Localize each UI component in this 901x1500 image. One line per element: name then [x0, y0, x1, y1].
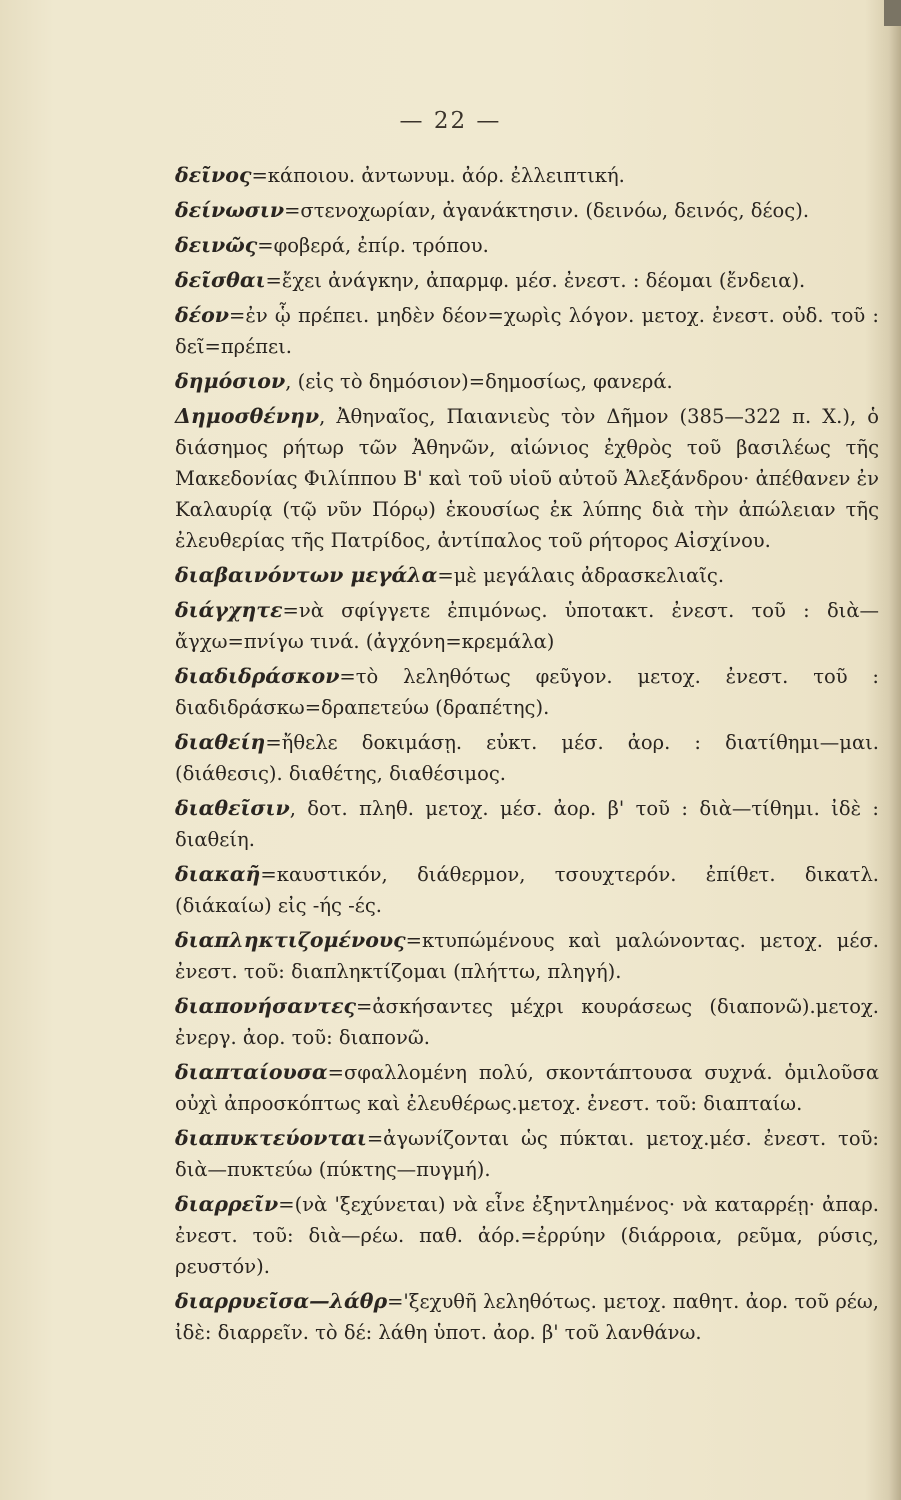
- dictionary-entry: [135, 366, 879, 397]
- dictionary-entry: [135, 160, 879, 191]
- entry-definition: =ἐν ᾧ πρέπει. μηδὲν δέον=χωρὶς λόγον. μετοχ. ἐνεστ. οὐδ. τοῦ : δεῖ=πρέπει.: [175, 304, 879, 358]
- entry-headword: διαρρυεῖσα—λάθρ: [175, 1289, 388, 1313]
- entry-headword: διαπταίουσα: [175, 1060, 328, 1084]
- entry-definition: =νὰ σφίγγετε ἐπιμόνως. ὑποτακτ. ἐνεστ. τοῦ : διὰ—ἄγχω=πνίγω τινά. (ἀγχόνη=κρεμάλα): [175, 599, 879, 653]
- dictionary-entry: [135, 265, 879, 296]
- dictionary-entry: [135, 1286, 879, 1348]
- entry-definition: =ἀσκήσαντες μέχρι κουράσεως (διαπονῶ).μετοχ. ἐνεργ. ἀορ. τοῦ: διαπονῶ.: [175, 995, 879, 1049]
- entry-definition: =στενοχωρίαν, ἀγανάκτησιν. (δεινόω, δεινός, δέος).: [284, 199, 810, 222]
- dictionary-entry: [135, 230, 879, 261]
- entry-headword: διαπληκτιζομένους: [175, 928, 406, 952]
- dictionary-entry: [135, 1057, 879, 1119]
- entry-headword: διαρρεῖν: [175, 1192, 279, 1216]
- entry-headword: δημόσιον: [175, 369, 286, 393]
- entry-headword: διαθείη: [175, 730, 266, 754]
- entry-definition: =(νὰ 'ξεχύνεται) νὰ εἶνε ἐξηντλημένος· νὰ καταρρέῃ· ἀπαρ. ἐνεστ. τοῦ: διὰ—ρέω. παθ. ἀόρ.=ἐρρύην (διάρροια, ρεῦμα, ρύσις, ρευστόν).: [175, 1193, 879, 1278]
- entry-headword: δεινῶς: [175, 233, 258, 257]
- entry-headword: δεῖσθαι: [175, 268, 266, 292]
- entry-definition: ='ξεχυθῆ λεληθότως. μετοχ. παθητ. ἀορ. τοῦ ρέω, ἰδὲ: διαρρεῖν. τὸ δέ: λάθη ὑποτ. ἀορ. β' τοῦ λανθάνω.: [175, 1290, 879, 1344]
- dictionary-entry: [135, 925, 879, 987]
- entry-headword: διακαῆ: [175, 862, 261, 886]
- page-tab: [884, 0, 901, 26]
- entry-definition: =φοβερά, ἐπίρ. τρόπου.: [257, 234, 489, 257]
- entry-headword: διαπυκτεύονται: [175, 1126, 367, 1150]
- dictionary-entry: [135, 661, 879, 723]
- dictionary-entry: [135, 991, 879, 1053]
- entry-definition: =σφαλλομένη πολύ, σκοντάπτουσα συχνά. ὁμιλοῦσα οὐχὶ ἀπροσκόπτως καὶ ἐλευθέρως.μετοχ. ἐνεστ. τοῦ: διαπταίω.: [175, 1061, 879, 1115]
- page-number: — 22 —: [399, 108, 502, 134]
- entry-definition: =κάποιου. ἀντωνυμ. ἀόρ. ἐλλειπτική.: [251, 164, 625, 187]
- entry-definition: =μὲ μεγάλαις ἀδρασκελιαῖς.: [437, 564, 725, 587]
- dictionary-entry: [135, 300, 879, 362]
- entry-definition: =καυστικόν, διάθερμον, τσουχτερόν. ἐπίθετ. δικατλ. (διάκαίω) εἰς -ής -ές.: [175, 863, 879, 917]
- entry-definition: =τὸ λεληθότως φεῦγον. μετοχ. ἐνεστ. τοῦ : διαδιδράσκω=δραπετεύω (δραπέτης).: [175, 665, 879, 719]
- entry-headword: δείνωσιν: [175, 198, 285, 222]
- dictionary-entry: [135, 793, 879, 855]
- entry-headword: διαδιδράσκον: [175, 664, 340, 688]
- dictionary-entry: [135, 560, 879, 591]
- entry-headword: διάγχητε: [175, 598, 283, 622]
- dictionary-entry: [135, 595, 879, 657]
- entry-headword: δεῖνος: [175, 163, 252, 187]
- dictionary-entry: [135, 401, 879, 556]
- entry-definition: =ἀγωνίζονται ὡς πύκται. μετοχ.μέσ. ἐνεστ. τοῦ: διὰ—πυκτεύω (πύκτης—πυγμή).: [175, 1127, 879, 1181]
- entry-headword: διαθεῖσιν: [175, 796, 290, 820]
- entry-definition: =ἤθελε δοκιμάσῃ. εὐκτ. μέσ. ἀορ. : διατίθημι—μαι. (διάθεσις). διαθέτης, διαθέσιμος.: [175, 731, 879, 785]
- entry-headword: Δημοσθένην: [175, 404, 320, 428]
- entry-definition: , Ἀθηναῖος, Παιανιεὺς τὸν Δῆμον (385—322 π. Χ.), ὁ διάσημος ρήτωρ τῶν Ἀθηνῶν, αἰώνιος ἐχθρὸς τοῦ βασιλέως τῆς Μακεδονίας Φιλίππου Β' καὶ τοῦ υἱοῦ αὐτοῦ Ἀλεξάνδρου· ἀπέθανεν ἐν Καλαυρίᾳ (τῷ νῦν Πόρῳ) ἑκουσίως ἐκ λύπης διὰ τὴν ἀπώλειαν τῆς ἐλευθερίας τῆς Πατρίδος, ἀντίπαλος τοῦ ρήτορος Αἰσχίνου.: [175, 405, 879, 552]
- entry-headword: δέον: [175, 303, 230, 327]
- dictionary-entry: [135, 859, 879, 921]
- dictionary-entry: [135, 1189, 879, 1282]
- entry-headword: διαπονήσαντες: [175, 994, 357, 1018]
- entry-definition: , (εἰς τὸ δημόσιον)=δημοσίως, φανερά.: [285, 370, 673, 393]
- entry-headword: διαβαινόντων μεγάλα: [175, 563, 438, 587]
- dictionary-entry: [135, 727, 879, 789]
- dictionary-entries: [135, 160, 879, 1352]
- dictionary-entry: [135, 1123, 879, 1185]
- dictionary-entry: [135, 195, 879, 226]
- entry-definition: =ἔχει ἀνάγκην, ἀπαρμφ. μέσ. ἐνεστ. : δέομαι (ἔνδεια).: [265, 269, 806, 292]
- entry-definition: =κτυπώμένους καὶ μαλώνοντας. μετοχ. μέσ. ἐνεστ. τοῦ: διαπληκτίζομαι (πλήττω, πληγή).: [175, 929, 879, 983]
- entry-definition: , δοτ. πληθ. μετοχ. μέσ. ἀορ. β' τοῦ : διὰ—τίθημι. ἰδὲ : διαθείη.: [175, 797, 879, 851]
- page-edge: [889, 0, 901, 1500]
